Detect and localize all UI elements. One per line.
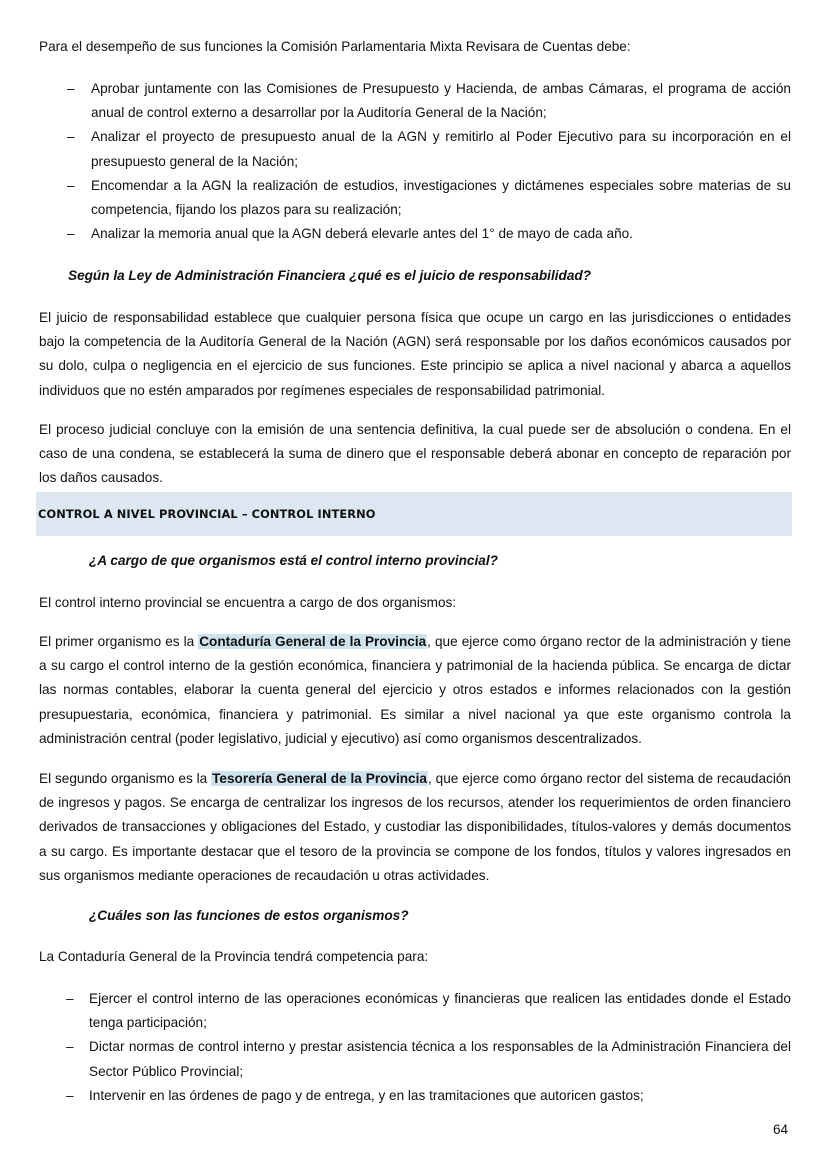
body-paragraph: El control interno provincial se encuentra a cargo de dos organismos: bbox=[39, 595, 457, 610]
list-item: – Encomendar a la AGN la realización de estudios, investigaciones y dictámenes especiales sobre materias de su competencia, fijando los plazos para su realización; bbox=[39, 174, 791, 222]
dash-bullet: – bbox=[67, 129, 75, 145]
body-paragraph: El segundo organismo es la Tesorería General de la Provincia, que ejerce como órgano rector del sistema de recaudación de ingresos y pagos. Se encarga de centralizar los ingresos de los recursos, atender los requerimientos de orden financiero derivados de transacciones y obligaciones del Estado, y custodiar las disponibilidades, títulos-valores y demás documentos a su cargo. Es importante destacar que el tesoro de la provincia se compone de los fondos, títulos y valores ingresados en sus organismos mediante operaciones de recaudación u otras actividades. bbox=[39, 771, 791, 883]
list-item: – Analizar el proyecto de presupuesto anual de la AGN y remitirlo al Poder Ejecutivo para su incorporación en el presupuesto general de la Nación; bbox=[39, 125, 791, 173]
page-number: 64 bbox=[773, 1122, 789, 1137]
question-heading: ¿Cuáles son las funciones de estos organismos? bbox=[89, 908, 409, 923]
dash-bullet: – bbox=[66, 1039, 74, 1055]
highlighted-term: Contaduría General de la Provincia bbox=[199, 634, 427, 649]
contaduria-competencies-list bbox=[39, 987, 791, 1108]
body-paragraph: El juicio de responsabilidad establece que cualquier persona física que ocupe un cargo en las jurisdicciones o entidades bajo la competencia de la Auditoría General de la Nación (AGN) será responsable por los daños económicos causados por su dolo, culpa o negligencia en el ejercicio de sus funciones. Este principio se aplica a nivel nacional y abarca a aquellos individuos que no estén amparados por regímenes especiales de responsabilidad patrimonial. bbox=[39, 310, 791, 398]
question-heading: Según la Ley de Administración Financiera ¿qué es el juicio de responsabilidad? bbox=[68, 268, 591, 283]
list-item: – Intervenir en las órdenes de pago y de entrega, y en las tramitaciones que autoricen gastos; bbox=[39, 1084, 791, 1108]
dash-bullet: – bbox=[67, 81, 75, 96]
question-heading: ¿A cargo de que organismos está el control interno provincial? bbox=[89, 553, 498, 568]
section-header-bar bbox=[36, 492, 792, 536]
list-item: – Aprobar juntamente con las Comisiones de Presupuesto y Hacienda, de ambas Cámaras, el programa de acción anual de control externo a desarrollar por la Auditoría General de la Nación; bbox=[39, 77, 791, 125]
intro-paragraph: Para el desempeño de sus funciones la Comisión Parlamentaria Mixta Revisara de Cuentas debe: bbox=[39, 39, 631, 54]
commission-duties-list bbox=[39, 77, 791, 246]
highlighted-term: Tesorería General de la Provincia bbox=[212, 771, 427, 786]
dash-bullet: – bbox=[66, 991, 74, 1006]
section-title: CONTROL A NIVEL PROVINCIAL – CONTROL INTERNO bbox=[38, 507, 376, 521]
body-paragraph: La Contaduría General de la Provincia tendrá competencia para: bbox=[39, 949, 429, 964]
list-item: – Analizar la memoria anual que la AGN deberá elevarle antes del 1° de mayo de cada año. bbox=[39, 222, 791, 246]
list-item: – Ejercer el control interno de las operaciones económicas y financieras que realicen las entidades donde el Estado tenga participación; bbox=[39, 987, 791, 1035]
dash-bullet: – bbox=[67, 226, 75, 242]
body-paragraph: El primer organismo es la Contaduría General de la Provincia, que ejerce como órgano rector de la administración y tiene a su cargo el control interno de la gestión económica, financiera y patrimonial de la hacienda pública. Se encarga de dictar las normas contables, elaborar la cuenta general del ejercicio y otros estados e informes relacionados con la gestión presupuestaria, económica, financiera y patrimonial. Es similar a nivel nacional ya que este organismo controla la administración central (poder legislativo, judicial y ejecutivo) así como organismos descentralizados. bbox=[39, 634, 791, 746]
list-item: – Dictar normas de control interno y prestar asistencia técnica a los responsables de la Administración Financiera del Sector Público Provincial; bbox=[39, 1035, 791, 1083]
body-paragraph: El proceso judicial concluye con la emisión de una sentencia definitiva, la cual puede ser de absolución o condena. En el caso de una condena, se establecerá la suma de dinero que el responsable deberá abonar en concepto de reparación por los daños causados. bbox=[39, 422, 791, 486]
dash-bullet: – bbox=[67, 177, 75, 193]
dash-bullet: – bbox=[66, 1087, 74, 1103]
